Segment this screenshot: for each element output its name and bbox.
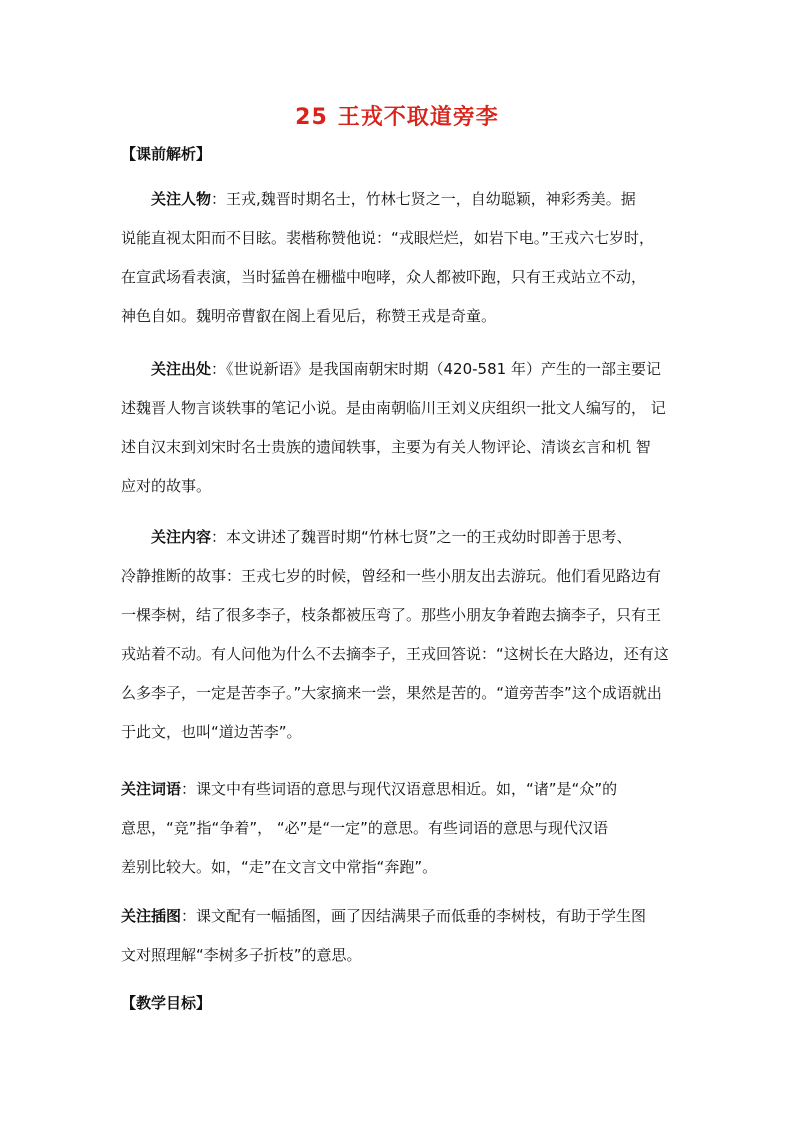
- paragraph-lead: 关注插图: [121, 907, 182, 925]
- paragraph-line: 述自汉末到刘宋时名士贵族的遗闻轶事，主要为有关人物评论、清谈玄言和机 智: [121, 438, 651, 456]
- paragraph-source: [121, 350, 677, 506]
- paragraph-line: 差别比较大。如，“走”在文言文中常指“奔跑”。: [121, 858, 438, 876]
- title-number: 25: [295, 105, 328, 130]
- paragraph-text: ：《世说新语》是我国南朝宋时期（420-581 年）产生的一部主要记: [211, 360, 661, 378]
- paragraph-line: [121, 770, 677, 809]
- paragraph-line: 神色自如。魏明帝曹叡在阁上看见后，称赞王戎是奇童。: [121, 307, 497, 325]
- paragraph-illustration: [121, 897, 677, 975]
- paragraph-text: ：本文讲述了魏晋时期“竹林七贤”之一的王戎幼时即善于思考、: [211, 528, 632, 546]
- page-title: [0, 100, 794, 131]
- paragraph-text: ：课文配有一幅插图，画了因结满果子而低垂的李树枝，有助于学生图: [181, 907, 647, 925]
- paragraph-text: ：王戎,魏晋时期名士，竹林七贤之一，自幼聪颖，神彩秀美。据: [211, 190, 636, 208]
- paragraph-line: 文对照理解“李树多子折枝”的意思。: [121, 946, 362, 964]
- paragraph-line: 于此文，也叫“道边苦李”。: [121, 723, 302, 741]
- paragraph-line: [121, 180, 677, 219]
- paragraph-text: ：课文中有些词语的意思与现代汉语意思相近。如，“诸”是“众”的: [181, 780, 618, 798]
- paragraph-line: 戎站着不动。有人问他为什么不去摘李子，王戎回答说：“这树长在大路边，还有这: [121, 645, 669, 663]
- paragraph-line: 说能直视太阳而不目眩。裴楷称赞他说：“戎眼烂烂，如岩下电。”王戎六七岁时，: [121, 229, 655, 247]
- paragraph-line: 一棵李树，结了很多李子，枝条都被压弯了。那些小朋友争着跑去摘李子，只有王: [121, 606, 662, 624]
- paragraph-line: 述魏晋人物言谈轶事的笔记小说。是由南朝临川王刘义庆组织一批文人编写的， 记: [121, 399, 666, 417]
- section-heading-teaching-goals: 【教学目标】: [121, 994, 212, 1012]
- paragraph-line: 冷静推断的故事：王戎七岁的时候，曾经和一些小朋友出去游玩。他们看见路边有: [121, 567, 662, 585]
- paragraph-character: [121, 180, 677, 336]
- paragraph-line: 么多李子，一定是苦李子。”大家摘来一尝，果然是苦的。“道旁苦李”这个成语就出: [121, 684, 662, 702]
- paragraph-line: 在宣武场看表演，当时猛兽在栅槛中咆哮，众人都被吓跑，只有王戎站立不动，: [121, 268, 647, 286]
- paragraph-lead: 关注出处: [151, 360, 212, 378]
- paragraph-lead: 关注词语: [121, 780, 182, 798]
- paragraph-lead: 关注内容: [151, 528, 212, 546]
- paragraph-line: [121, 518, 677, 557]
- paragraph-lead: 关注人物: [151, 190, 212, 208]
- paragraph-line: [121, 350, 677, 389]
- paragraph-line: 意思，“竞”指“争着”， “必”是“一定”的意思。有些词语的意思与现代汉语: [121, 819, 608, 837]
- paragraph-line: [121, 897, 677, 936]
- section-heading-preview-analysis: 【课前解析】: [121, 145, 212, 163]
- title-text: 王戎不取道旁李: [337, 105, 499, 130]
- paragraph-line: 应对的故事。: [121, 477, 212, 495]
- paragraph-vocabulary: [121, 770, 677, 887]
- paragraph-content: [121, 518, 677, 752]
